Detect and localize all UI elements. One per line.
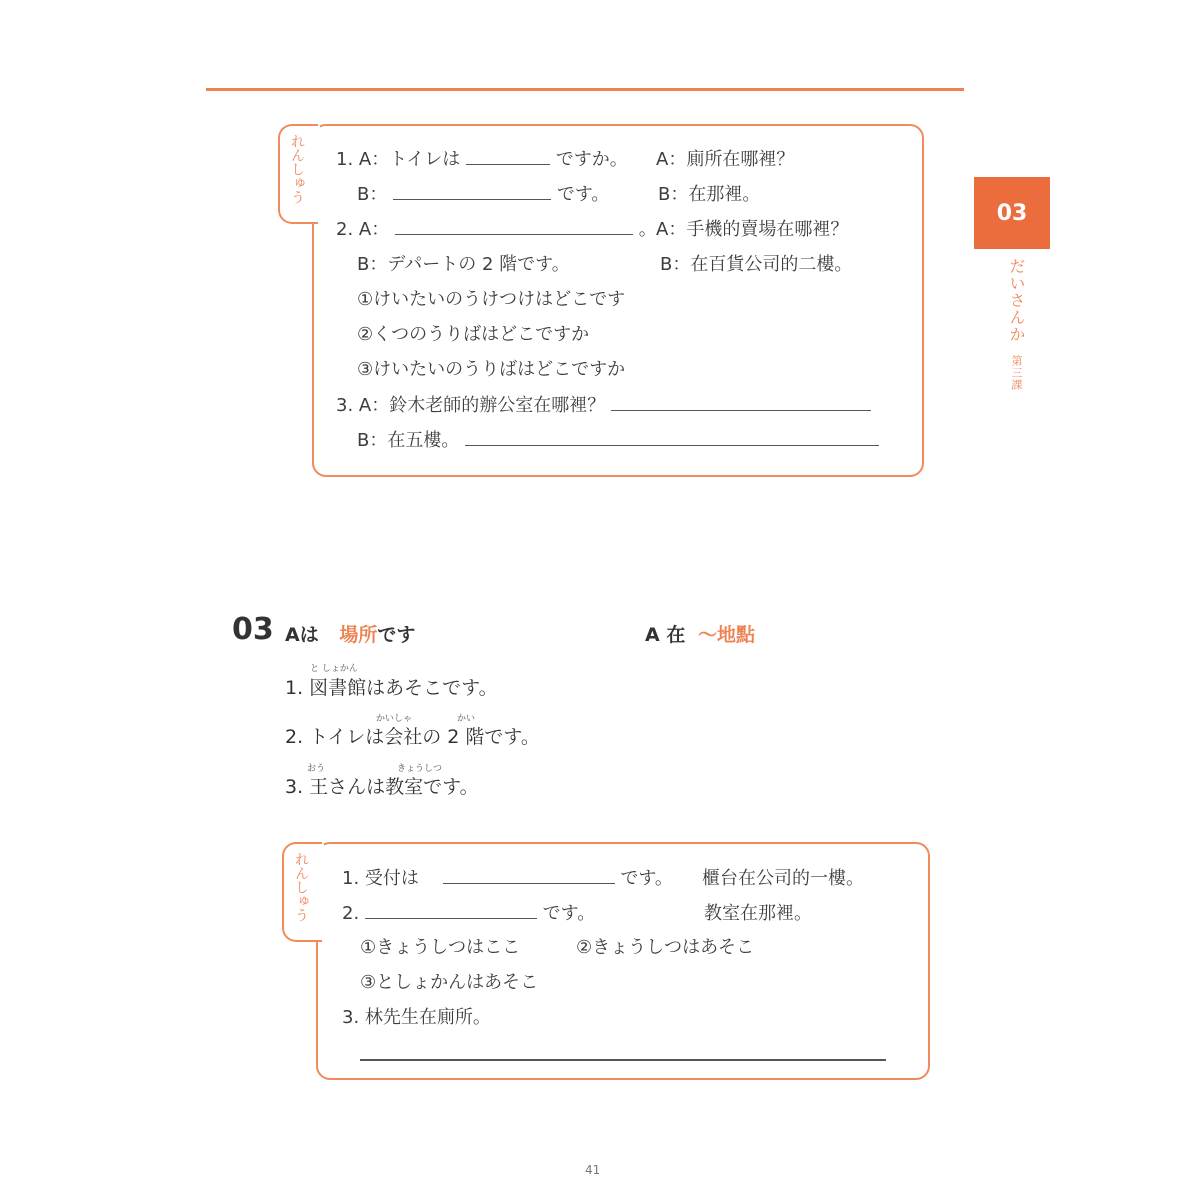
box1-q3b-text: B：在五樓。 — [357, 430, 460, 451]
section-pattern — [285, 620, 415, 647]
example-1: 1. 図書館はあそこです。 — [285, 677, 498, 699]
box1-q1b-pre: B： — [357, 184, 388, 205]
blank[interactable] — [466, 147, 550, 165]
blank[interactable] — [393, 182, 551, 200]
box1-q2a — [336, 215, 657, 241]
example-2: 2. トイレは会社の 2 階です。 — [285, 726, 540, 748]
box1-q1b — [357, 180, 609, 206]
section-number: 03 — [232, 612, 274, 647]
box2-q2-pre: 2. — [342, 903, 360, 924]
blank[interactable] — [360, 1059, 886, 1061]
box2-q3: 3. 林先生在廁所。 — [342, 1007, 491, 1028]
box1-q2b: B：デパートの 2 階です。 — [357, 254, 570, 275]
pattern-a: Aは — [285, 624, 319, 646]
practice-label-2: れんしゅう — [293, 852, 309, 922]
box1-q1a-pre: 1. A：トイレは — [336, 149, 461, 170]
box1-q3a-text: 3. A：鈴木老師的辦公室在哪裡？ — [336, 395, 606, 416]
pattern-place: 場所 — [339, 624, 378, 646]
box2-q2-zh: 教室在那裡。 — [704, 903, 812, 924]
ruby: きょうしつ — [397, 764, 443, 774]
section-pattern-zh — [645, 620, 755, 647]
example-3: 3. 王さんは教室です。 — [285, 776, 479, 798]
box2-q1-post: です。 — [620, 868, 673, 889]
practice-label-1: れんしゅう — [289, 134, 305, 204]
ruby: おう — [307, 764, 326, 774]
box2-q2-post: です。 — [542, 903, 596, 924]
top-rule — [206, 88, 964, 91]
box1-option-3: ③けいたいのうりばはどこですか — [357, 359, 626, 380]
box1-option-1: ①けいたいのうけつけはどこです — [357, 289, 626, 310]
chapter-subtitle: 第三課 — [1010, 355, 1023, 392]
box2-option-2: ②きょうしつはあそこ — [576, 937, 755, 958]
box2-q2 — [342, 899, 595, 925]
ruby: かいしゃ — [376, 714, 413, 724]
blank[interactable] — [611, 393, 871, 411]
box1-q1a-zh: A：廁所在哪裡？ — [656, 149, 795, 170]
box1-q2a-post: 。 — [638, 219, 657, 240]
box1-q3b — [357, 426, 879, 452]
blank[interactable] — [465, 428, 879, 446]
page-number: 41 — [585, 1163, 601, 1177]
box1-option-2: ②くつのうりばはどこですか — [357, 324, 590, 345]
chapter-title-kana: だいさんか — [1007, 258, 1026, 343]
pattern-zh-a: A 在 — [645, 624, 686, 646]
box2-option-1: ①きょうしつはここ — [360, 937, 521, 958]
blank[interactable] — [443, 866, 615, 884]
pattern-zh-place: ～地點 — [697, 624, 755, 646]
chapter-tab: 03 — [974, 177, 1050, 249]
box1-q1a-post: ですか。 — [555, 149, 628, 170]
box2-option-3: ③としょかんはあそこ — [360, 972, 539, 993]
box1-q1b-zh: B：在那裡。 — [658, 184, 761, 205]
box1-q1a — [336, 145, 628, 171]
box2-q1-pre: 1. 受付は — [342, 868, 419, 889]
box2-tab-mask — [318, 844, 324, 940]
ruby: かい — [457, 714, 476, 724]
box1-q2a-zh: A：手機的賣場在哪裡？ — [656, 219, 849, 240]
pattern-desu: です — [377, 624, 416, 646]
box1-tab-mask — [314, 126, 320, 222]
box1-q1b-post: です。 — [556, 184, 610, 205]
blank[interactable] — [365, 901, 537, 919]
blank[interactable] — [395, 217, 633, 235]
ruby: と しょかん — [310, 664, 358, 674]
box2-q1 — [342, 864, 673, 890]
box1-q2b-zh: B：在百貨公司的二樓。 — [660, 254, 853, 275]
chapter-title — [994, 258, 1024, 391]
box2-q1-zh: 櫃台在公司的一樓。 — [702, 868, 864, 889]
box1-q2a-pre: 2. A： — [336, 219, 390, 240]
box1-q3a — [336, 391, 871, 417]
